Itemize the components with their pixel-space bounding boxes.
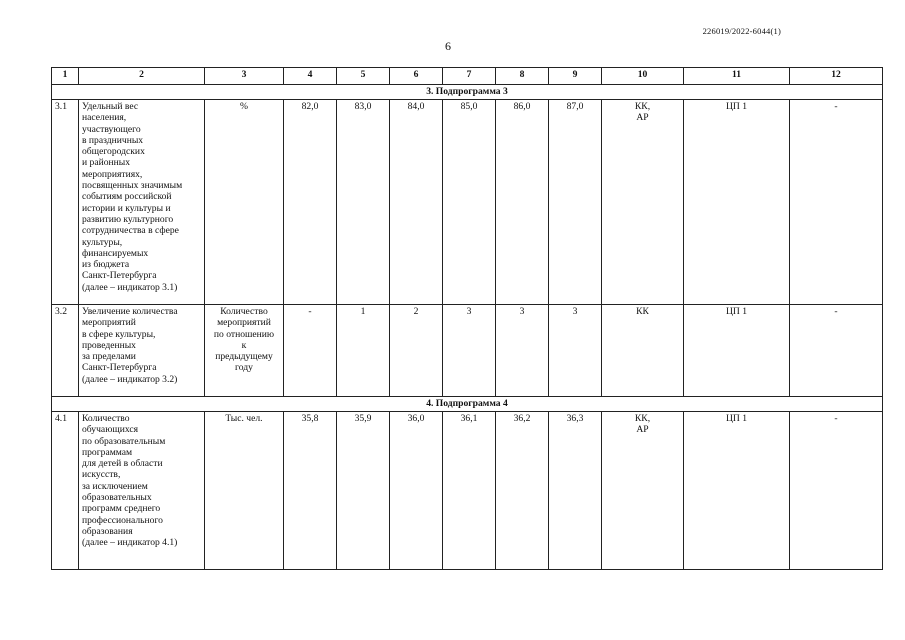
- table-row: [52, 412, 883, 570]
- indicator-name: Увеличение количества мероприятий в сфере культуры, проведенных за пределами Санкт-Петербурга (далее – индикатор 3.2): [79, 305, 205, 397]
- value-col-8: 86,0: [496, 100, 549, 305]
- section-title: 4. Подпрограмма 4: [52, 397, 883, 412]
- goal-cell: ЦП 1: [684, 100, 790, 305]
- value-col-5: 1: [337, 305, 390, 397]
- value-col-8: 36,2: [496, 412, 549, 570]
- note-cell: -: [790, 305, 883, 397]
- column-number: 6: [390, 68, 443, 85]
- section-title: 3. Подпрограмма 3: [52, 85, 883, 100]
- responsible-cell: КК, АР: [602, 100, 684, 305]
- column-number: 1: [52, 68, 79, 85]
- column-number: 4: [284, 68, 337, 85]
- value-col-4: -: [284, 305, 337, 397]
- value-col-4: 35,8: [284, 412, 337, 570]
- table-row: [52, 305, 883, 397]
- value-col-6: 36,0: [390, 412, 443, 570]
- value-col-8: 3: [496, 305, 549, 397]
- column-number: 3: [205, 68, 284, 85]
- responsible-cell: КК: [602, 305, 684, 397]
- value-col-5: 35,9: [337, 412, 390, 570]
- column-number: 8: [496, 68, 549, 85]
- column-number: 11: [684, 68, 790, 85]
- indicator-name: Количество обучающихся по образовательным программам для детей в области искусств, за исключением образовательных программ среднего профессионального образования (далее – индикатор 4.1): [79, 412, 205, 570]
- column-number: 10: [602, 68, 684, 85]
- value-col-7: 3: [443, 305, 496, 397]
- unit-cell: Тыс. чел.: [205, 412, 284, 570]
- value-col-6: 2: [390, 305, 443, 397]
- value-col-9: 3: [549, 305, 602, 397]
- column-number-row: [52, 68, 883, 85]
- column-number: 2: [79, 68, 205, 85]
- unit-cell: %: [205, 100, 284, 305]
- column-number: 7: [443, 68, 496, 85]
- goal-cell: ЦП 1: [684, 412, 790, 570]
- column-number: 5: [337, 68, 390, 85]
- goal-cell: ЦП 1: [684, 305, 790, 397]
- column-number: 12: [790, 68, 883, 85]
- value-col-4: 82,0: [284, 100, 337, 305]
- value-col-9: 36,3: [549, 412, 602, 570]
- value-col-7: 85,0: [443, 100, 496, 305]
- indicators-table: [51, 67, 883, 570]
- row-number: 3.1: [52, 100, 79, 305]
- note-cell: -: [790, 412, 883, 570]
- section-header-row: [52, 85, 883, 100]
- responsible-cell: КК, АР: [602, 412, 684, 570]
- value-col-5: 83,0: [337, 100, 390, 305]
- section-header-row: [52, 397, 883, 412]
- table-row: [52, 100, 883, 305]
- value-col-7: 36,1: [443, 412, 496, 570]
- unit-cell: Количество мероприятий по отношению к предыдущему году: [205, 305, 284, 397]
- note-cell: -: [790, 100, 883, 305]
- page-number: 6: [445, 39, 451, 53]
- indicator-name: Удельный вес населения, участвующего в праздничных общегородских и районных мероприятиях, посвященных значимым событиям российской истории и культуры и развитию культурного сотрудничества в сфере культуры, финансируемых из бюджета Санкт-Петербурга (далее – индикатор 3.1): [79, 100, 205, 305]
- value-col-6: 84,0: [390, 100, 443, 305]
- column-number: 9: [549, 68, 602, 85]
- row-number: 3.2: [52, 305, 79, 397]
- document-id: 226019/2022-6044(1): [702, 26, 781, 36]
- row-number: 4.1: [52, 412, 79, 570]
- value-col-9: 87,0: [549, 100, 602, 305]
